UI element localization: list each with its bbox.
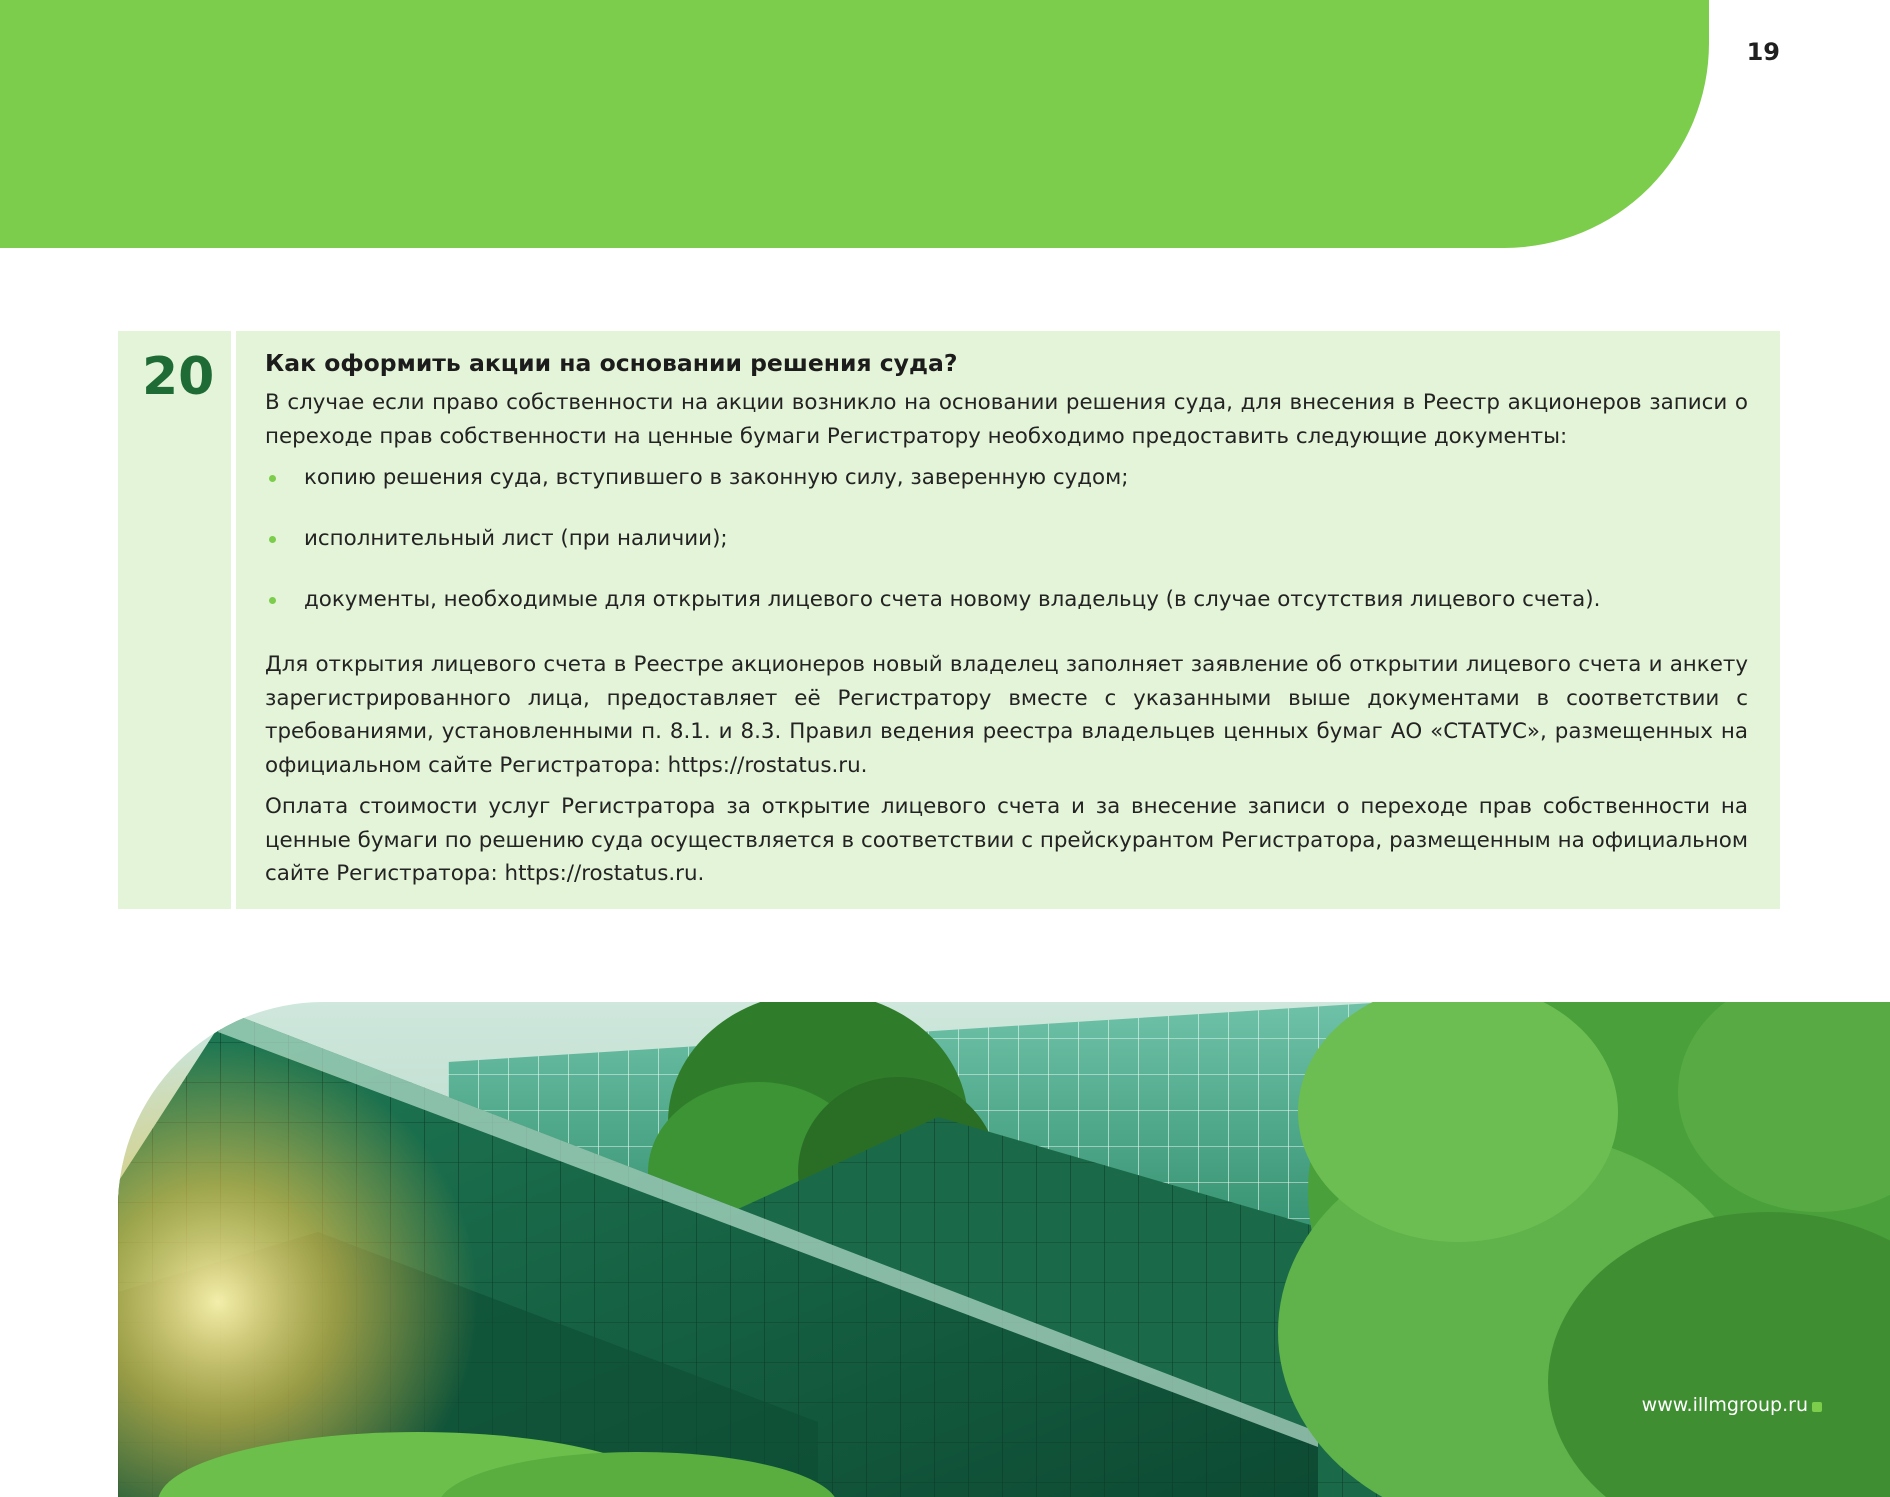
bullet-icon (269, 475, 276, 482)
payment-paragraph: Оплата стоимости услуг Регистратора за открытие лицевого счета и за внесение записи о переходе прав собственности на ценные бумаги по решению суда осуществляется в соответствии с прейскурантом Регистратора, размещенным на официальном сайте Регистратора: https://rostatus.ru. (265, 794, 1748, 886)
building-photo (118, 1002, 1890, 1497)
page-number: 19 (1746, 38, 1780, 66)
question-title: Как оформить акции на основании решения суда? (265, 349, 958, 377)
list-item-text: исполнительный лист (при наличии); (304, 526, 728, 551)
list-item (265, 461, 1748, 522)
question-block (118, 331, 1780, 909)
bullet-icon (269, 597, 276, 604)
website-link[interactable]: www.illmgroup.ru (1641, 1394, 1808, 1416)
bullet-icon (269, 536, 276, 543)
question-intro: В случае если право собственности на акции возникло на основании решения суда, для внесения в Реестр акционеров записи о переходе прав собственности на ценные бумаги Регистратору необходимо предоставить следующие документы: (265, 390, 1748, 449)
list-item-text: копию решения суда, вступившего в законную силу, заверенную судом; (304, 465, 1129, 490)
square-bullet-icon (1812, 1402, 1822, 1412)
header-green-band (0, 0, 1709, 248)
account-opening-paragraph: Для открытия лицевого счета в Реестре акционеров новый владелец заполняет заявление об открытии лицевого счета и анкету зарегистрированного лица, предоставляет её Регистратору вместе с указанными выше документами в соответствии с требованиями, установленными п. 8.1. и 8.3. Правил ведения реестра владельцев ценных бумаг АО «СТАТУС», размещенных на официальном сайте Регистратора: https://rostatus.ru. (265, 652, 1748, 778)
question-number-column (118, 331, 236, 909)
list-item-text: документы, необходимые для открытия лицевого счета новому владельцу (в случае отсутствия лицевого счета). (304, 587, 1601, 612)
question-number: 20 (142, 347, 215, 407)
list-item (265, 522, 1748, 583)
list-item (265, 583, 1748, 644)
documents-list (265, 461, 1748, 644)
question-content (265, 349, 1748, 899)
